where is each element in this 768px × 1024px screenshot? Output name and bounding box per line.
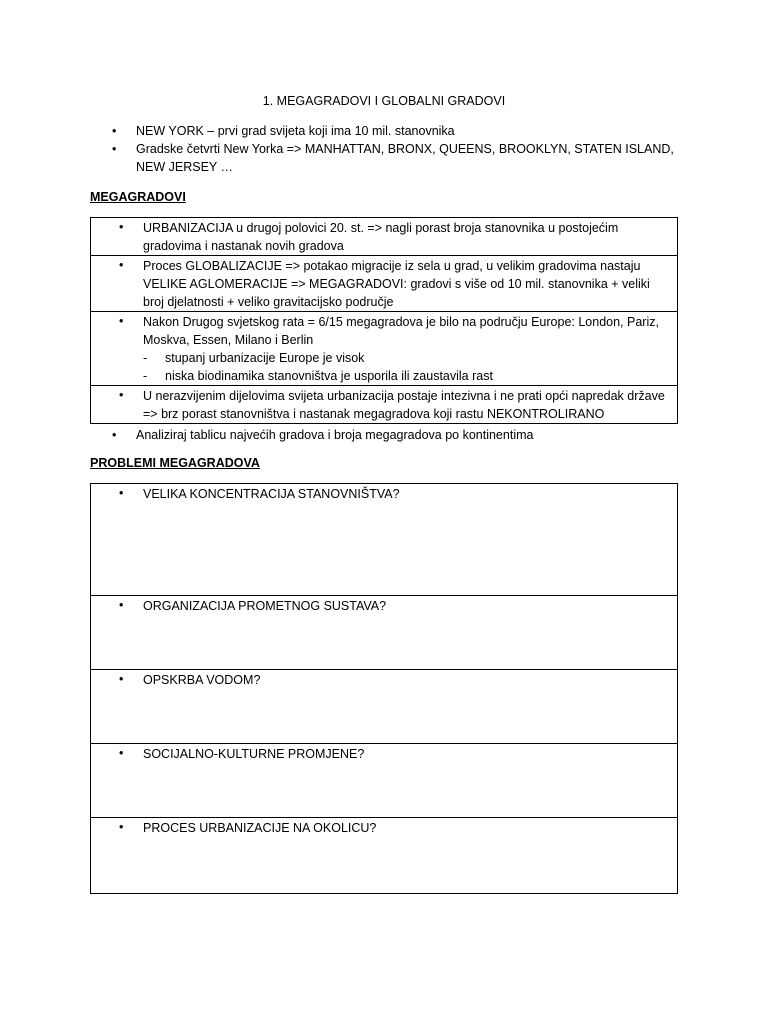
table-row xyxy=(91,386,678,424)
row-text: Proces GLOBALIZACIJE => potakao migracije iz sela u grad, u velikim gradovima nastaju VELIKE AGLOMERACIJE => MEGAGRADOVI: gradovi s više od 10 mil. stanovnika + veliki broj djelatnosti + veliko gravitacijsko područje xyxy=(143,259,650,309)
after-table-list xyxy=(90,426,690,444)
intro-item xyxy=(90,122,690,140)
table-cell xyxy=(91,256,678,312)
bullet-icon: • xyxy=(119,746,124,760)
bullet-icon: • xyxy=(119,672,124,686)
table-cell xyxy=(91,670,678,744)
bullet-icon: • xyxy=(119,486,124,500)
bullet-icon: • xyxy=(119,314,124,328)
intro-item xyxy=(90,140,690,176)
table-cell xyxy=(91,818,678,894)
sub-item xyxy=(143,367,671,385)
table-cell xyxy=(91,312,678,386)
problemi-table xyxy=(90,483,678,894)
table-cell xyxy=(91,596,678,670)
problem-question: VELIKA KONCENTRACIJA STANOVNIŠTVA? xyxy=(143,487,400,501)
bullet-icon: • xyxy=(112,142,117,156)
bullet-icon: • xyxy=(119,220,124,234)
page-title: 1. MEGAGRADOVI I GLOBALNI GRADOVI xyxy=(262,94,506,108)
bullet-icon: • xyxy=(119,598,124,612)
row-text: U nerazvijenim dijelovima svijeta urbanizacija postaje intezivna i ne prati opći napredak države => brz porast stanovništva i nastanak megagradova koji rastu NEKONTROLIRANO xyxy=(143,389,665,421)
dash-marker: - xyxy=(143,369,148,383)
bullet-icon: • xyxy=(112,428,117,442)
problem-question: ORGANIZACIJA PROMETNOG SUSTAVA? xyxy=(143,599,387,613)
intro-item-text: Gradske četvrti New Yorka => MANHATTAN, BRONX, QUEENS, BROOKLYN, STATEN ISLAND, NEW JERSEY … xyxy=(136,142,674,174)
sub-item-text: niska biodinamika stanovništva je usporila ili zaustavila rast xyxy=(165,369,493,383)
sub-item-text: stupanj urbanizacije Europe je visok xyxy=(165,351,365,365)
bullet-icon: • xyxy=(112,124,117,138)
table-row xyxy=(91,596,678,670)
section-heading-problemi: PROBLEMI MEGAGRADOVA xyxy=(90,456,260,470)
row-text: URBANIZACIJA u drugoj polovici 20. st. => nagli porast broja stanovnika u postojećim gradovima i nastanak novih gradova xyxy=(143,221,619,253)
table-row xyxy=(91,256,678,312)
intro-list xyxy=(90,122,690,176)
list-item-text: Analiziraj tablicu najvećih gradova i broja megagradova po kontinentima xyxy=(136,428,534,442)
table-row xyxy=(91,818,678,894)
bullet-icon: • xyxy=(119,258,124,272)
table-row xyxy=(91,484,678,596)
megagradovi-table xyxy=(90,217,678,424)
bullet-icon: • xyxy=(119,388,124,402)
table-cell xyxy=(91,386,678,424)
bullet-icon: • xyxy=(119,820,124,834)
sub-list xyxy=(91,349,671,385)
table-row xyxy=(91,744,678,818)
problem-question: OPSKRBA VODOM? xyxy=(143,673,261,687)
table-cell xyxy=(91,218,678,256)
table-cell xyxy=(91,744,678,818)
table-row xyxy=(91,218,678,256)
intro-item-text: NEW YORK – prvi grad svijeta koji ima 10 mil. stanovnika xyxy=(136,124,455,138)
table-row xyxy=(91,312,678,386)
problem-question: SOCIJALNO-KULTURNE PROMJENE? xyxy=(143,747,365,761)
row-text: Nakon Drugog svjetskog rata = 6/15 megagradova je bilo na području Europe: London, Pariz, Moskva, Essen, Milano i Berlin xyxy=(143,315,659,347)
list-item xyxy=(90,426,690,444)
table-row xyxy=(91,670,678,744)
dash-marker: - xyxy=(143,351,148,365)
sub-item xyxy=(143,349,671,367)
table-cell xyxy=(91,484,678,596)
section-heading-megagradovi: MEGAGRADOVI xyxy=(90,190,186,204)
problem-question: PROCES URBANIZACIJE NA OKOLICU? xyxy=(143,821,377,835)
